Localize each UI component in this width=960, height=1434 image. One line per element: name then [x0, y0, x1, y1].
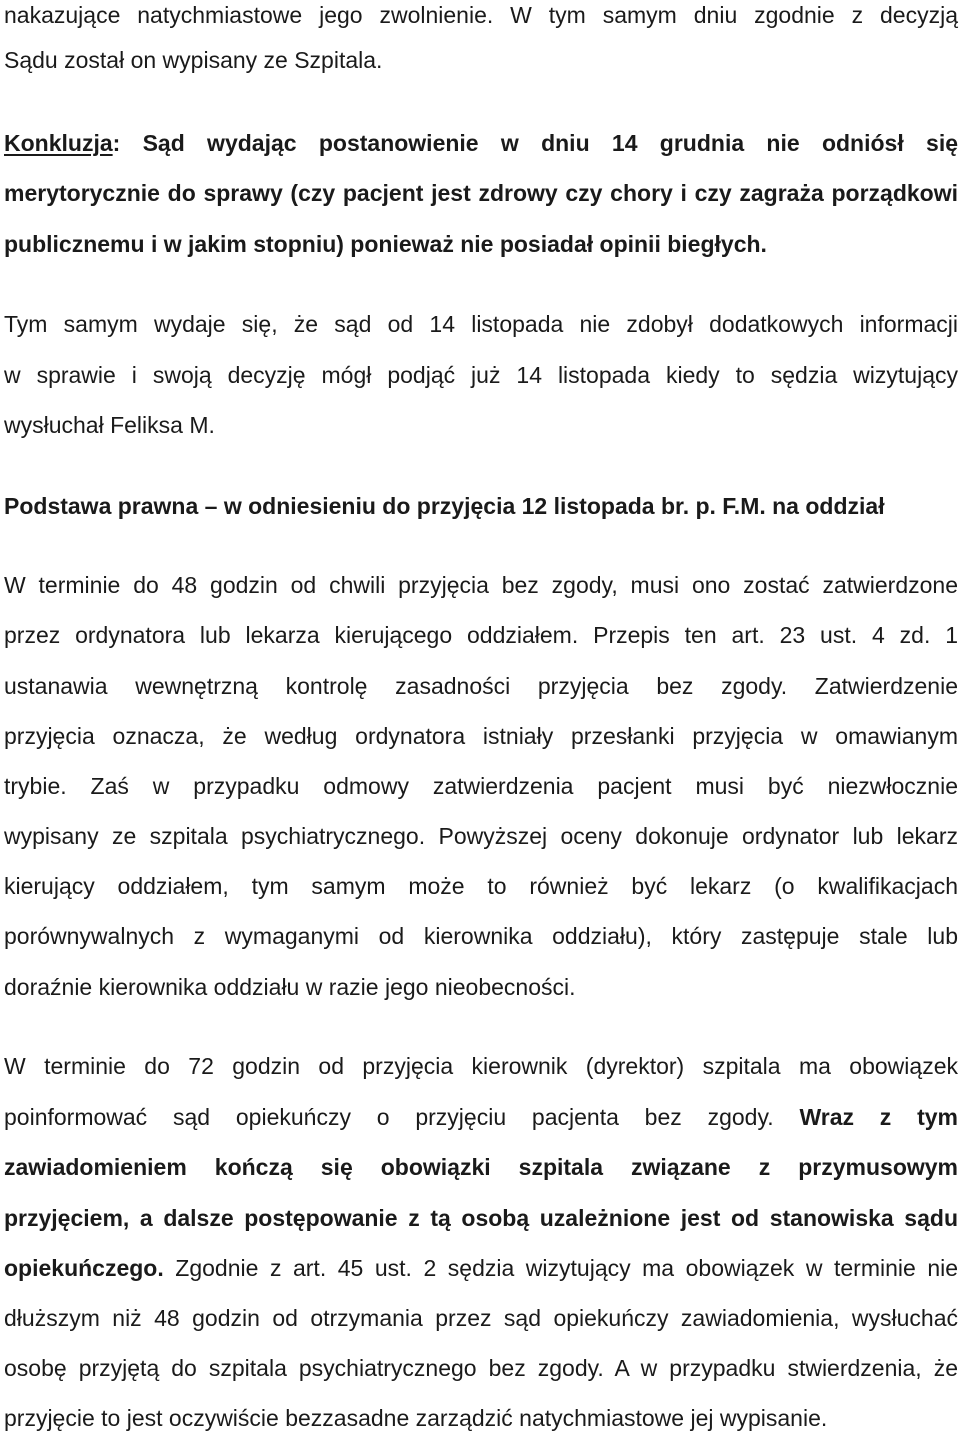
text-line: przyjęcie to jest oczywiście bezzasadne zarządzić natychmiastowe jej wypisanie. — [4, 1405, 828, 1431]
text-line: Tym samym wydaje się, że sąd od 14 listopada nie zdobył dodatkowych informacji — [4, 311, 958, 337]
conclusion-line — [4, 128, 958, 158]
text-line: porównywalnych z wymaganymi od kierownika oddziału), który zastępuje stale lub — [4, 923, 958, 949]
text-line: przyjęcia oznacza, że według ordynatora istniały przesłanki przyjęcia w omawianym — [4, 723, 958, 749]
bold-segment: opiekuńczego. — [4, 1255, 164, 1281]
text-line: wypisany ze szpitala psychiatrycznego. Powyższej oceny dokonuje ordynator lub lekarz — [4, 823, 958, 849]
conclusion-label: Konkluzja — [4, 130, 113, 156]
text-line — [4, 1253, 958, 1283]
text-line: przez ordynatora lub lekarza kierującego oddziałem. Przepis ten art. 23 ust. 4 zd. 1 — [4, 622, 958, 648]
text-line: ustanawia wewnętrzną kontrolę zasadności przyjęcia bez zgody. Zatwierdzenie — [4, 673, 958, 699]
bold-line: przyjęciem, a dalsze postępowanie z tą osobą uzależnione jest od stanowiska sądu — [4, 1205, 958, 1231]
text-segment: poinformować sąd opiekuńczy o przyjęciu pacjenta bez zgody. — [4, 1104, 774, 1130]
text-line: doraźnie kierownika oddziału w razie jego nieobecności. — [4, 974, 576, 1000]
bold-segment: Wraz z tym — [799, 1104, 959, 1130]
conclusion-line: merytorycznie do sprawy (czy pacjent jest zdrowy czy chory i czy zagraża porządkowi — [4, 180, 958, 206]
text-line: W terminie do 72 godzin od przyjęcia kierownik (dyrektor) szpitala ma obowiązek — [4, 1053, 958, 1079]
text-line: W terminie do 48 godzin od chwili przyjęcia bez zgody, musi ono zostać zatwierdzone — [4, 572, 958, 598]
text-segment: Zgodnie z art. 45 ust. 2 sędzia wizytujący ma obowiązek w terminie nie — [175, 1255, 959, 1281]
text-line: osobę przyjętą do szpitala psychiatrycznego bez zgody. A w przypadku stwierdzenia, że — [4, 1355, 958, 1381]
bold-line: zawiadomieniem kończą się obowiązki szpitala związane z przymusowym — [4, 1154, 958, 1180]
text-line: Sądu został on wypisany ze Szpitala. — [4, 47, 383, 73]
text-line: nakazujące natychmiastowe jego zwolnienie. W tym samym dniu zgodnie z decyzją — [4, 2, 958, 28]
text-line — [4, 1102, 958, 1132]
section-heading: Podstawa prawna – w odniesieniu do przyjęcia 12 listopada br. p. F.M. na oddział — [4, 493, 885, 519]
text-line: kierujący oddziałem, tym samym może to również być lekarz (o kwalifikacjach — [4, 873, 958, 899]
text-line: wysłuchał Feliksa M. — [4, 412, 215, 438]
conclusion-text: : Sąd wydając postanowienie w dniu 14 grudnia nie odniósł się — [112, 130, 958, 156]
conclusion-line: publicznemu i w jakim stopniu) ponieważ nie posiadał opinii biegłych. — [4, 231, 767, 257]
text-line: dłuższym niż 48 godzin od otrzymania przez sąd opiekuńczy zawiadomienia, wysłuchać — [4, 1305, 958, 1331]
text-line: trybie. Zaś w przypadku odmowy zatwierdzenia pacjent musi być niezwłocznie — [4, 773, 958, 799]
text-line: w sprawie i swoją decyzję mógł podjąć już 14 listopada kiedy to sędzia wizytujący — [4, 362, 958, 388]
